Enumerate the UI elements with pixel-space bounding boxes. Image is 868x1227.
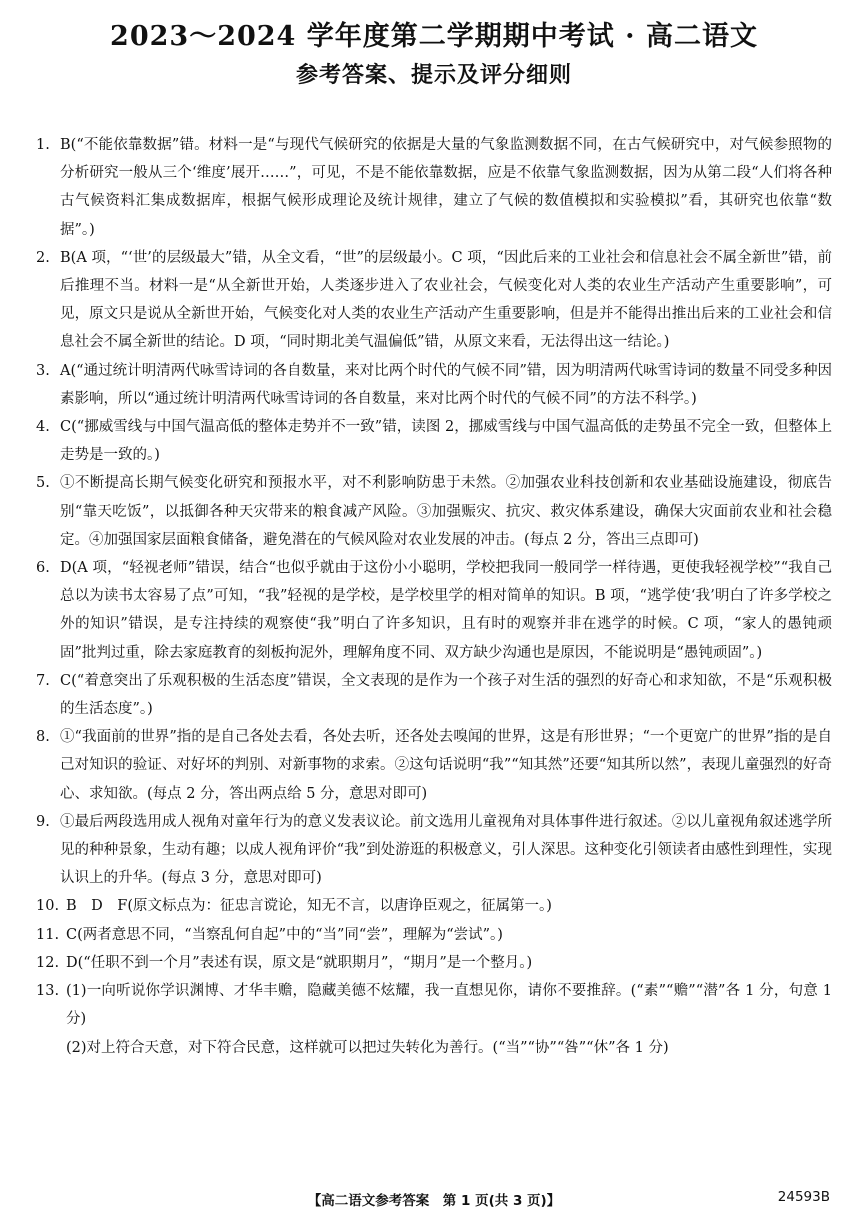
answer-text: A(“通过统计明清两代咏雪诗词的各自数量，来对比两个时代的气候不同”错，因为明清两代咏雪诗词的数量不同受多种因素影响，所以“通过统计明清两代咏雪诗词的各自数量，来对比两个时代的气候不同”的方法不科学。): [60, 362, 832, 407]
answer-item-1: [36, 131, 832, 244]
answer-item-7: [36, 667, 832, 723]
footer-page-info: 【高二语文参考答案 第 1 页(共 3 页)】: [307, 1193, 561, 1209]
answer-item-8: [36, 723, 832, 808]
answer-item-10: [36, 892, 832, 920]
answer-text: C(两者意思不同，“当察乱何自起”中的“当”同“尝”，理解为“尝试”。): [66, 926, 503, 943]
page-subtitle: 参考答案、提示及评分细则: [295, 63, 572, 88]
answer-number: 3.: [36, 362, 50, 379]
answer-text: D(“任职不到一个月”表述有误，原文是“就职期月”，“期月”是一个整月。): [66, 954, 533, 971]
answer-item-2: [36, 244, 832, 357]
answer-number: 4.: [36, 419, 50, 436]
answer-text: B(“不能依靠数据”错。材料一是“与现代气候研究的依据是大量的气象监测数据不同，在古气候研究中，对气候参照物的分析研究一般从三个‘维度’展开……”，可见，不是不能依靠数据，应是不依靠气象监测数据，因为从第二段“人们将各种古气候资料汇集成数据库，根据气候形成理论及统计规律，建立了气候的数值模拟和实验模拟”看，其研究也依靠“数据”。): [60, 137, 832, 238]
answer-text: B D F(原文标点为：征忠言谠论，知无不言，以唐诤臣观之，征属第一。): [66, 898, 552, 915]
answer-item-4: [36, 413, 832, 469]
answer-number: 5.: [36, 475, 50, 492]
answer-text: C(“挪威雪线与中国气温高低的整体走势并不一致”错，读图 2，挪威雪线与中国气温高低的走势虽不完全一致，但整体上走势是一致的。): [60, 419, 832, 464]
answer-number: 6.: [36, 560, 50, 577]
page-title: 2023～2024 学年度第二学期期中考试 · 高二语文: [110, 21, 758, 52]
answer-item-12: [36, 949, 832, 977]
answer-text: ①最后两段选用成人视角对童年行为的意义发表议论。前文选用儿童视角对具体事件进行叙述。②以儿童视角叙述逃学所见的种种景象，生动有趣；以成人视角评价“我”到处游逛的积极意义，引人深思。这种变化引领读者由感性到理性，实现认识上的升华。(每点 3 分，意思对即可): [60, 813, 832, 887]
answer-item-6: [36, 554, 832, 667]
answer-item-13: [36, 977, 832, 1033]
answer-text: (1)一向听说你学识渊博、才华丰赡，隐藏美德不炫耀，我一直想见你，请你不要推辞。(“素”“赡”“潜”各 1 分，句意 1 分): [66, 983, 832, 1028]
footer-doc-code: 24593B: [777, 1189, 830, 1205]
answer-item-3: [36, 357, 832, 413]
answer-text: C(“着意突出了乐观积极的生活态度”错误，全文表现的是作为一个孩子对生活的强烈的好奇心和求知欲，不是“乐观积极的生活态度”。): [60, 672, 832, 718]
answer-item-9: [36, 808, 832, 893]
page-footer: [0, 1189, 868, 1213]
answer-number: 12.: [36, 954, 60, 971]
answer-number: 9.: [36, 813, 50, 830]
answer-item-11: [36, 921, 832, 949]
answer-list: [36, 131, 832, 1062]
answer-number: 11.: [36, 926, 60, 943]
answer-number: 8.: [36, 729, 50, 746]
answer-text: D(A 项，“轻视老师”错误，结合“也似乎就由于这份小小聪明，学校把我同一般同学一样待遇，更使我轻视学校”“我自己总以为读书太容易了点”可知，“我”轻视的是学校，是学校里学的相对简单的知识。B 项，“逃学使‘我’明白了许多学校之外的知识”错误，是专注持续的观察使“我”明白了许多知识，且有时的观察并非在逃学的时候。C 项，“家人的愚钝顽固”批判过重，除去家庭教育的刻板拘泥外，理解角度不同、双方缺少沟通也是原因，不能说明是“愚钝顽固”。): [60, 560, 832, 661]
answer-number: 10.: [36, 898, 60, 915]
answer-number: 1.: [36, 137, 50, 153]
answer-number: 7.: [36, 672, 50, 689]
answer-text: ①“我面前的世界”指的是自己各处去看，各处去听，还各处去嗅闻的世界，这是有形世界；“一个更宽广的世界”指的是自己对知识的验证、对好坏的判别、对新事物的求索。②这句话说明“我”“知其然”还要“知其所以然”，表现儿童强烈的好奇心、求知欲。(每点 2 分，答出两点给 5 分，意思对即可): [60, 729, 832, 802]
answer-number: 2.: [36, 249, 50, 266]
answer-text: B(A 项，“‘世’的层级最大”错，从全文看，“世”的层级最小。C 项，“因此后来的工业社会和信息社会不属全新世”错，前后推理不当。材料一是“从全新世开始，人类逐步进入了农业社会，气候变化对人类的农业生产活动产生重要影响”，可见，原文只是说从全新世开始，气候变化对人类的农业生产活动产生重要影响，但是并不能得出推出后来的工业社会和信息社会不属全新世的结论。D 项，“同时期北美气温偏低”错，从原文来看，无法得出这一结论。): [60, 249, 832, 351]
answer-text: ①不断提高长期气候变化研究和预报水平，对不利影响防患于未然。②加强农业科技创新和农业基础设施建设，彻底告别“靠天吃饭”，以抵御各种天灾带来的粮食减产风险。③加强赈灾、抗灾、救灾体系建设，确保大灾面前农业和社会稳定。④加强国家层面粮食储备，避免潜在的气候风险对农业发展的冲击。(每点 2 分，答出三点即可): [60, 475, 832, 548]
answer-item-13-part-2: (2)对上符合天意，对下符合民意，这样就可以把过失转化为善行。(“当”“协”“咎”“休”各 1 分): [66, 1039, 669, 1056]
answer-item-5: [36, 469, 832, 554]
answer-number: 13.: [36, 983, 60, 1000]
